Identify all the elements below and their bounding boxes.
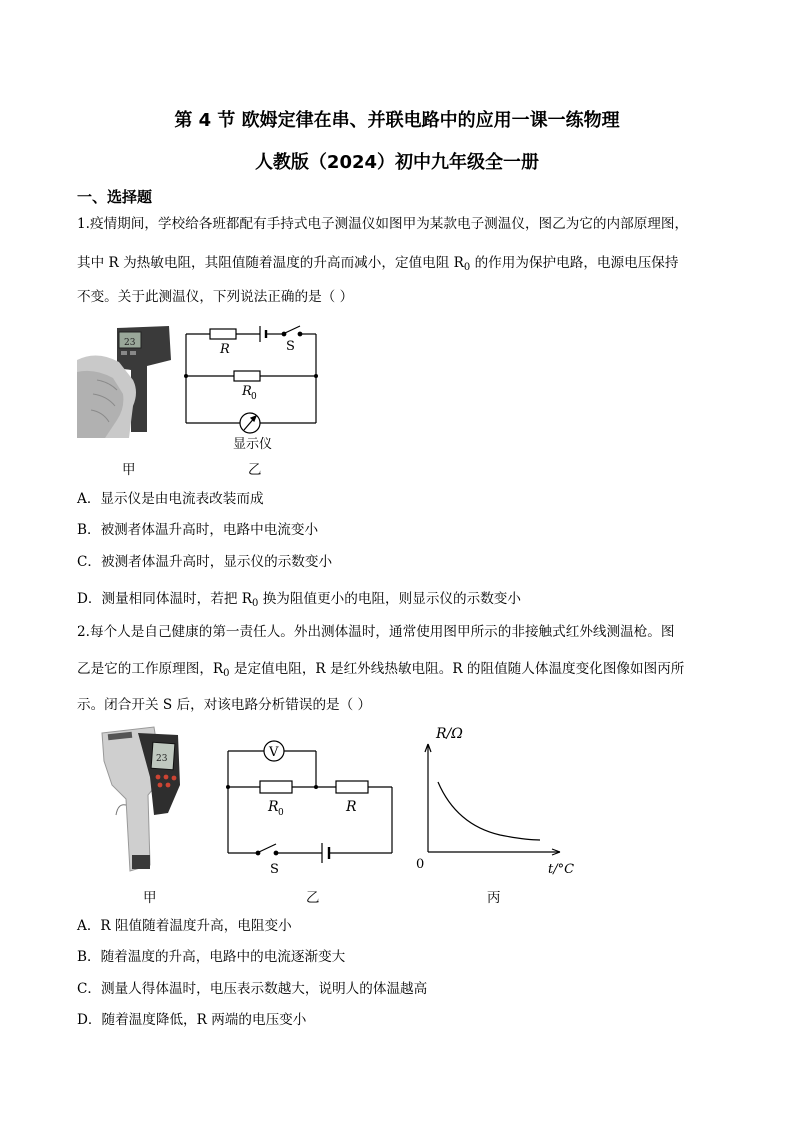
q2-option-a: A．R 阻值随着温度升高，电阻变小	[77, 918, 292, 934]
q2-option-c: C．测量人得体温时，电压表示数越大，说明人的体温越高	[77, 981, 428, 997]
q1-caption-yi: 乙	[248, 462, 262, 478]
q1-stem-line3: 不变。关于此测温仪，下列说法正确的是（ ）	[77, 289, 354, 305]
q2-label-R: R	[346, 799, 357, 815]
q2-graph-curve	[438, 782, 540, 840]
q1-option-b: B．被测者体温升高时，电路中电流变小	[77, 522, 319, 538]
q2-stem-line1: 2.每个人是自己健康的第一责任人。外出测体温时，通常使用图甲所示的非接触式红外线测温枪。图	[77, 624, 675, 640]
section-heading: 一、选择题	[77, 188, 153, 206]
doc-title-line1: 第 4 节 欧姆定律在串、并联电路中的应用一课一练物理	[174, 110, 620, 131]
q1-thermometer-photo	[77, 320, 173, 438]
q1-label-R: R	[220, 342, 230, 357]
doc-title-line2: 人教版（2024）初中九年级全一册	[254, 152, 540, 173]
q2-resistor-R	[336, 781, 368, 793]
q1-option-c: C．被测者体温升高时，显示仪的示数变小	[77, 554, 333, 570]
q1-resistor-R0	[234, 371, 260, 381]
q2-thermometer-gun-photo	[98, 725, 184, 875]
q2-option-d: D．随着温度降低，R 两端的电压变小	[77, 1012, 307, 1028]
svg-text:0: 0	[251, 392, 257, 402]
q2-stem-line2: 乙是它的工作原理图，$R_0$ 是定值电阻，R 是红外线热敏电阻。R 的阻值随人体温度变化图像如图丙所	[77, 661, 685, 679]
q2-graph-xlabel: t/°C	[548, 862, 575, 877]
q2-label-R0: R	[268, 799, 279, 815]
q2-option-b: B．随着温度的升高，电路中的电流逐渐变大	[77, 949, 346, 965]
q2-voltmeter-label: V	[269, 745, 279, 760]
q1-stem-line2: 其中 R 为热敏电阻，其阻值随着温度的升高而减小，定值电阻 $R_0$ 的作用为保护电路，电源电压保持	[77, 255, 679, 273]
q1-caption-jia: 甲	[122, 462, 136, 478]
q1-circuit-diagram	[180, 320, 330, 455]
q2-graph-origin: 0	[416, 857, 425, 872]
q1-stem-line1: 1.疫情期间，学校给各班都配有手持式电子测温仪如图甲为某款电子测温仪，图乙为它的内部原理图，	[77, 216, 689, 232]
q2-caption-bing: 丙	[487, 890, 501, 906]
q1-device-screen: 23	[124, 338, 136, 348]
q2-circuit-diagram	[222, 733, 402, 878]
svg-text:0: 0	[278, 808, 284, 818]
q1-label-R0: R	[242, 384, 252, 399]
q1-switch	[285, 326, 300, 333]
q2-caption-yi: 乙	[306, 890, 320, 906]
q2-label-S: S	[270, 862, 279, 877]
q1-resistor-R	[210, 329, 236, 339]
q2-switch	[259, 844, 276, 852]
q1-option-d: D．测量相同体温时，若把 $R_0$ 换为阻值更小的电阻，则显示仪的示数变小	[77, 591, 521, 609]
q2-resistor-R0	[260, 781, 292, 793]
q2-resistance-temperature-graph	[410, 722, 580, 882]
q2-stem-line3: 示。闭合开关 S 后，对该电路分析错误的是（ ）	[77, 697, 372, 713]
q1-label-S: S	[286, 339, 295, 354]
q2-caption-jia: 甲	[143, 890, 157, 906]
q2-device-screen: 23	[156, 754, 168, 764]
q1-option-a: A．显示仪是由电流表改装而成	[77, 491, 264, 507]
q1-label-display: 显示仪	[233, 437, 273, 452]
q2-graph-ylabel: R/Ω	[436, 726, 463, 742]
